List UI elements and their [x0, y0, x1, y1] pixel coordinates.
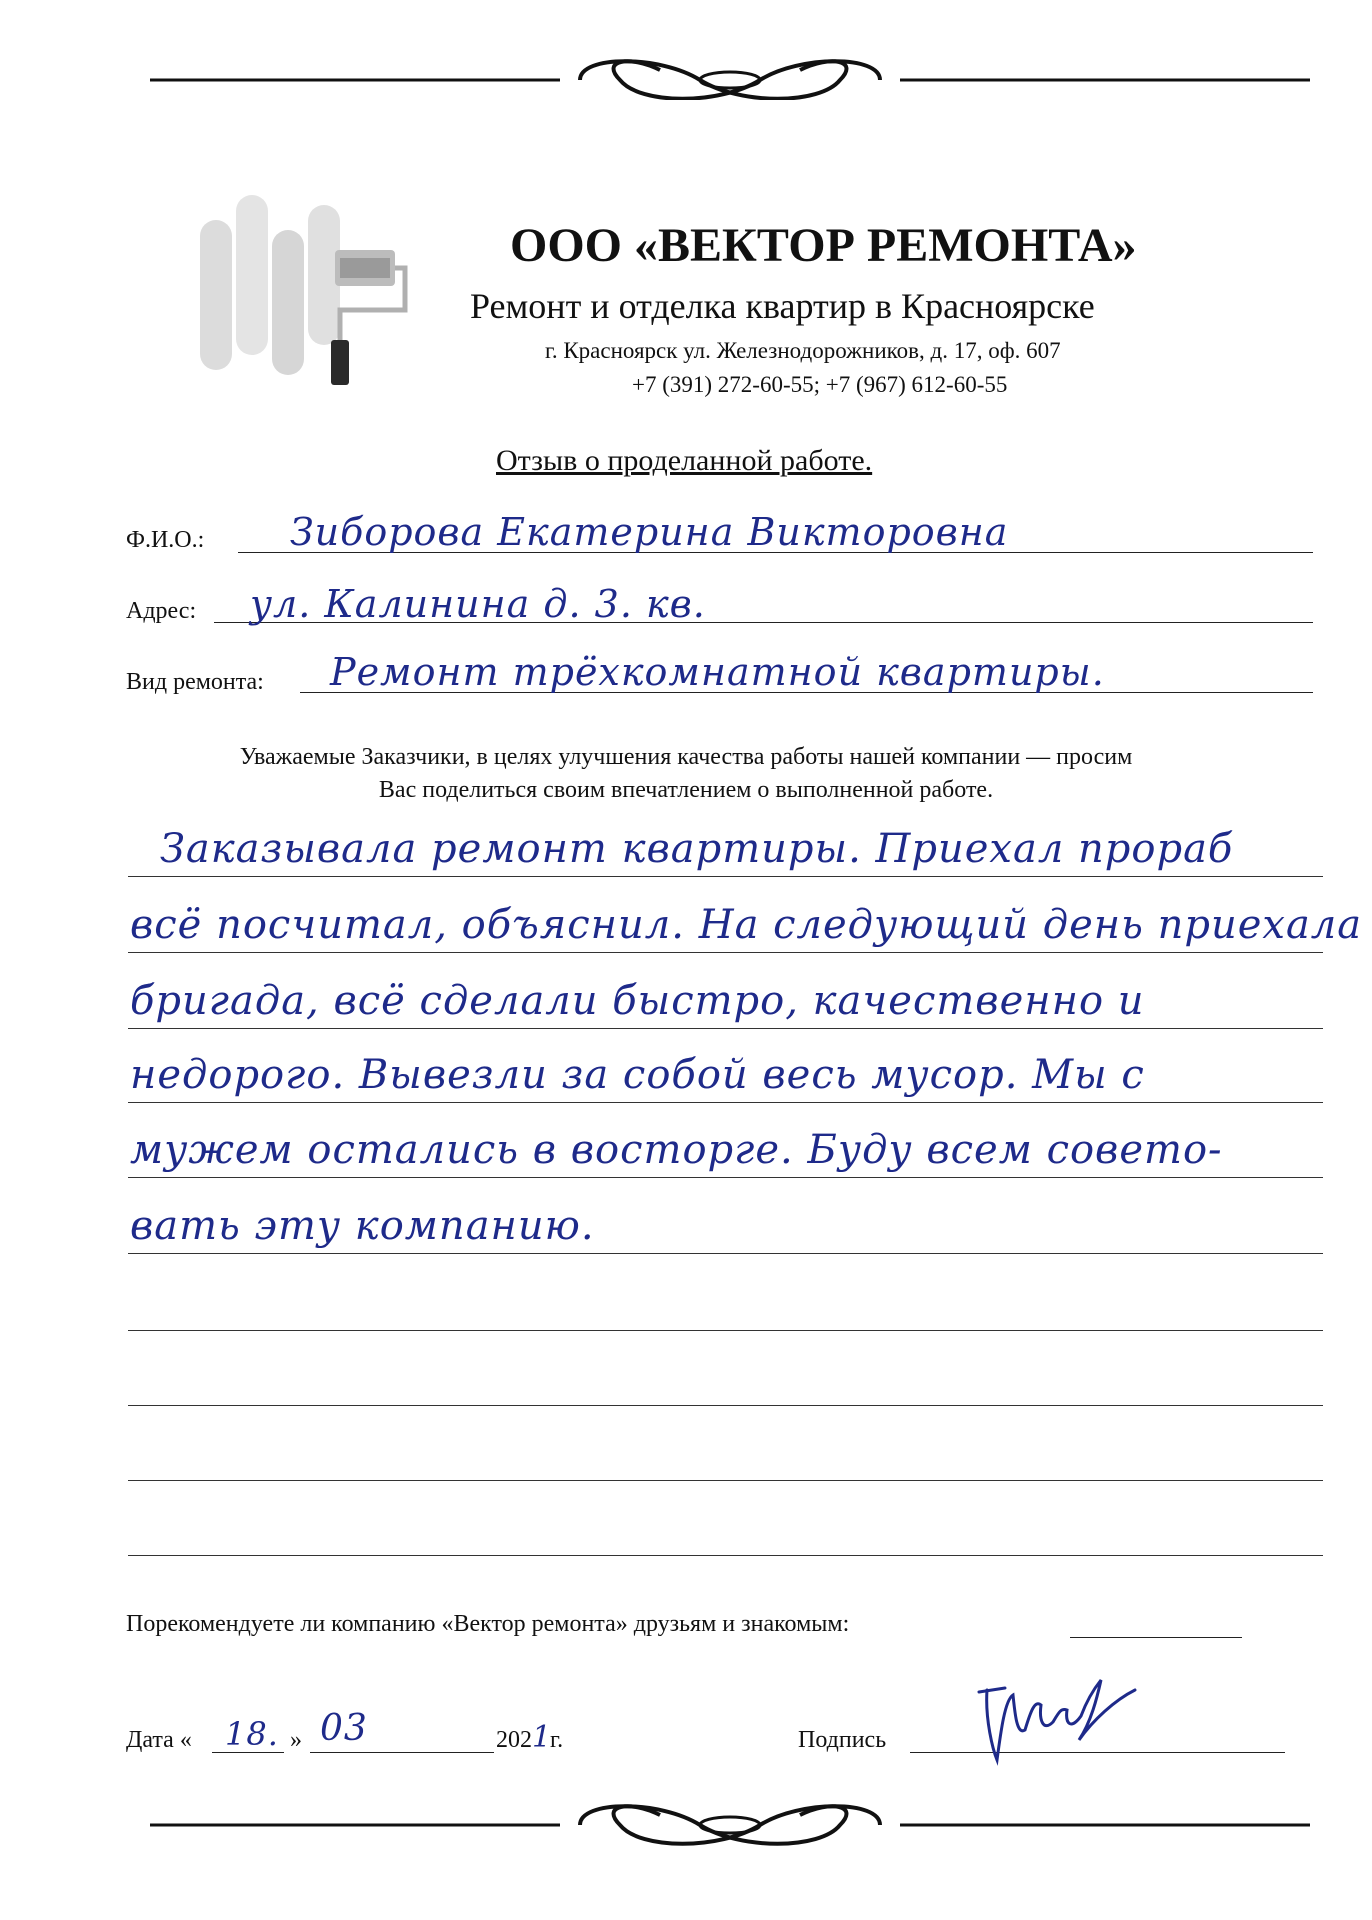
- address-value: ул. Калинина д. 3. кв.: [250, 582, 706, 626]
- company-address: г. Красноярск ул. Железнодорожников, д. 17, оф. 607: [545, 338, 1061, 363]
- date-month-line: [310, 1752, 494, 1753]
- recommend-line: [1070, 1637, 1242, 1638]
- form-title: Отзыв о проделанной работе.: [496, 444, 873, 477]
- fio-value: Зиборова Екатерина Викторовна: [290, 510, 1009, 554]
- intro-line-2: Вас поделиться своим впечатлением о выполненной работе.: [378, 777, 994, 803]
- repair-type-label: Вид ремонта:: [126, 669, 264, 695]
- recommend-label: Порекомендуете ли компанию «Вектор ремонта» друзьям и знакомым:: [126, 1611, 850, 1637]
- review-line: [128, 1177, 1323, 1178]
- date-day: 18.: [225, 1715, 279, 1753]
- date-year-prefix: 202: [496, 1727, 532, 1753]
- bottom-ornament: [140, 1800, 1320, 1850]
- date-prefix: Дата «: [126, 1727, 192, 1753]
- date-month: 03: [320, 1708, 368, 1749]
- review-text-line: бригада, всё сделали быстро, качественно и: [130, 978, 1145, 1024]
- review-line: [128, 1102, 1323, 1103]
- repair-type-value: Ремонт трёхкомнатной квартиры.: [330, 650, 1105, 694]
- paint-roller-logo: [190, 190, 420, 390]
- date-year-suffix: г.: [550, 1727, 564, 1753]
- review-text-line: Заказывала ремонт квартиры. Приехал прораб: [160, 826, 1234, 872]
- review-text-line: вать эту компанию.: [130, 1203, 595, 1249]
- signature-label: Подпись: [798, 1727, 887, 1753]
- review-text-line: всё посчитал, объяснил. На следующий день приехала: [130, 902, 1363, 948]
- review-line: [128, 1555, 1323, 1556]
- review-line: [128, 952, 1323, 953]
- review-line: [128, 1253, 1323, 1254]
- review-line: [128, 1330, 1323, 1331]
- handwritten-signature: [975, 1660, 1155, 1770]
- company-phones: +7 (391) 272-60-55; +7 (967) 612-60-55: [632, 372, 1008, 397]
- date-mid: »: [290, 1727, 302, 1753]
- address-label: Адрес:: [126, 598, 197, 624]
- date-year-digit: 1: [532, 1720, 553, 1755]
- fio-label: Ф.И.О.:: [126, 527, 205, 553]
- review-line: [128, 1028, 1323, 1029]
- intro-line-1: Уважаемые Заказчики, в целях улучшения качества работы нашей компании — просим: [239, 744, 1133, 770]
- review-text-line: недорого. Вывезли за собой весь мусор. Мы с: [130, 1052, 1145, 1098]
- company-name: ООО «ВЕКТОР РЕМОНТА»: [510, 219, 1137, 272]
- company-tagline: Ремонт и отделка квартир в Красноярске: [470, 286, 1095, 326]
- review-text-line: мужем остались в восторге. Буду всем совето-: [130, 1127, 1223, 1173]
- review-line: [128, 1405, 1323, 1406]
- top-ornament: [140, 50, 1320, 100]
- review-line: [128, 1480, 1323, 1481]
- review-line: [128, 876, 1323, 877]
